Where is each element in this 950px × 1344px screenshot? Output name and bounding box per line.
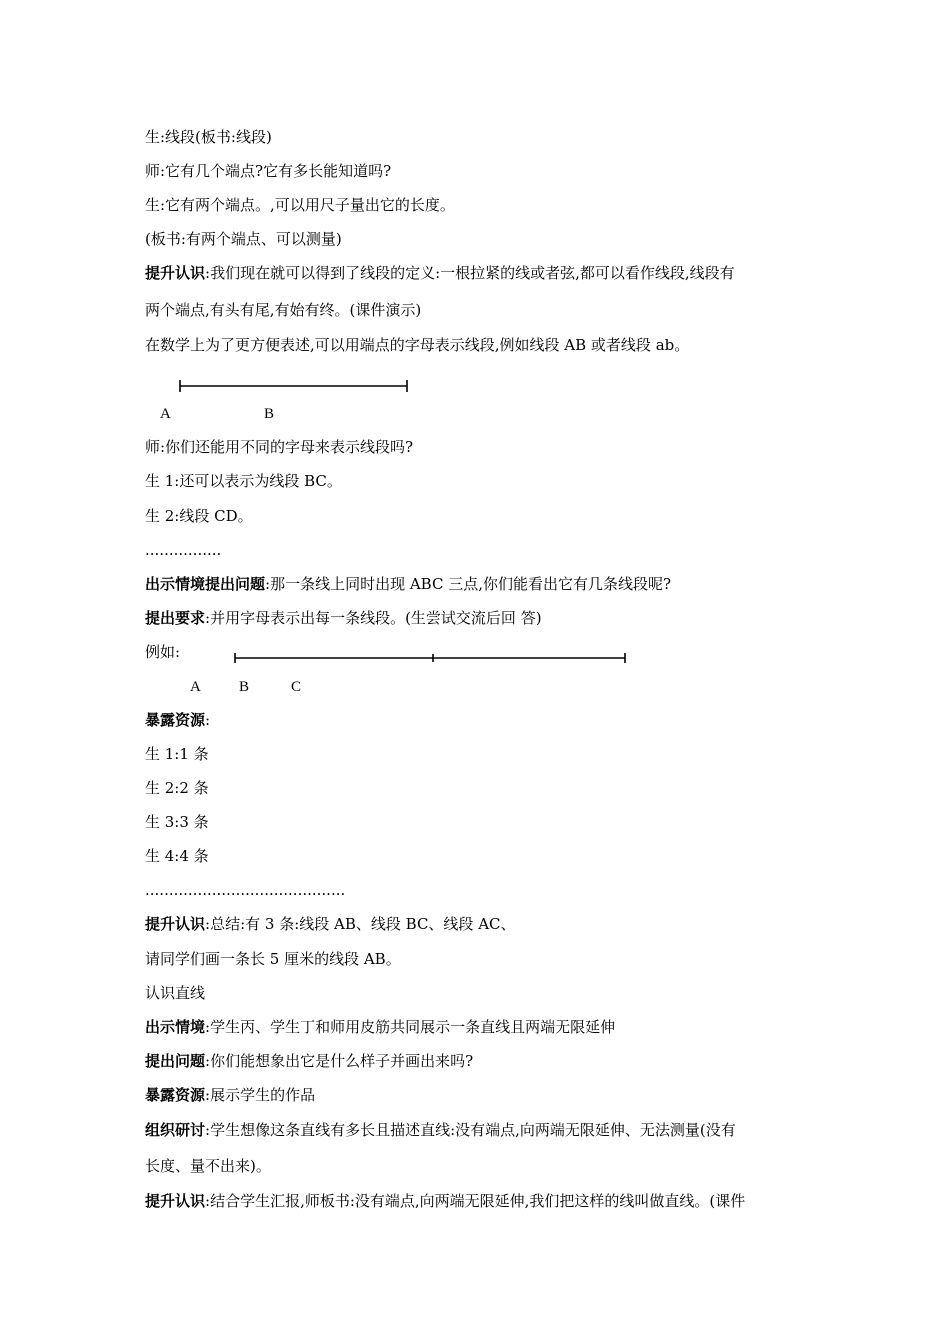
section-label: 暴露资源 [145, 1086, 206, 1104]
text-line: 生 4:4 条 [145, 847, 209, 865]
section-label: 出示情境 [145, 1018, 206, 1036]
point-label-b: B [264, 406, 275, 422]
section-label: 提出问题 [145, 1052, 206, 1070]
section-label: 提升认识 [145, 264, 206, 282]
section-text: :我们现在就可以得到了线段的定义:一根拉紧的线或者弦,都可以看作线段,线段有 [205, 264, 735, 282]
section-text: :学生丙、学生丁和师用皮筋共同展示一条直线且两端无限延伸 [205, 1018, 616, 1036]
section-text: :展示学生的作品 [205, 1086, 316, 1104]
text-line: 生 2:2 条 [145, 779, 209, 797]
section-label: 出示情境提出问题 [145, 575, 266, 593]
text-line: 生:它有两个端点。,可以用尺子量出它的长度。 [145, 196, 455, 214]
point-label-b: B [239, 679, 250, 695]
text-line [145, 914, 815, 934]
text-line [145, 710, 815, 730]
text-line: 认识直线 [145, 984, 206, 1002]
section-text: :你们能想象出它是什么样子并画出来吗? [205, 1052, 474, 1070]
text-line: 两个端点,有头有尾,有始有终。(课件演示) [145, 301, 422, 319]
section-label: 提出要求 [145, 609, 206, 627]
point-label-c: C [291, 679, 302, 695]
section-text: :结合学生汇报,师板书:没有端点,向两端无限延伸,我们把这样的线叫做直线。(课件 [205, 1192, 746, 1210]
text-line [145, 1120, 815, 1140]
section-text: :那一条线上同时出现 ABC 三点,你们能看出它有几条线段呢? [265, 575, 672, 593]
text-line [145, 1017, 815, 1037]
point-label-a: A [190, 679, 201, 695]
text-line: 例如: [145, 643, 181, 661]
section-text: :学生想像这条直线有多长且描述直线:没有端点,向两端无限延伸、无法测量(没有 [205, 1121, 736, 1139]
text-line: 师:你们还能用不同的字母来表示线段吗? [145, 438, 414, 456]
section-label: 提升认识 [145, 915, 206, 933]
section-text: :并用字母表示出每一条线段。(生尝试交流后回 答) [205, 609, 542, 627]
section-text: :总结:有 3 条:线段 AB、线段 BC、线段 AC、 [205, 915, 516, 933]
section-label: 暴露资源 [145, 711, 206, 729]
point-label-a: A [160, 406, 171, 422]
section-label: 组织研讨 [145, 1121, 206, 1139]
text-line: 师:它有几个端点?它有多长能知道吗? [145, 162, 392, 180]
section-text: : [205, 711, 211, 729]
text-line: 在数学上为了更方便表述,可以用端点的字母表示线段,例如线段 AB 或者线段 ab。 [145, 336, 690, 354]
text-line: 长度、量不出来)。 [145, 1157, 271, 1175]
text-line: 生 1:还可以表示为线段 BC。 [145, 472, 342, 490]
section-label: 提升认识 [145, 1192, 206, 1210]
text-line: .......................................... [145, 881, 346, 899]
text-line: 生 3:3 条 [145, 813, 209, 831]
text-line: 生 1:1 条 [145, 745, 209, 763]
text-line [145, 1191, 815, 1211]
text-line: 生 2:线段 CD。 [145, 507, 253, 525]
text-line: 请同学们画一条长 5 厘米的线段 AB。 [145, 950, 401, 968]
text-line [145, 1085, 815, 1105]
text-line: 生:线段(板书:线段) [145, 128, 272, 146]
text-line: (板书:有两个端点、可以测量) [145, 230, 342, 248]
text-line: ................ [145, 541, 222, 559]
text-line [145, 1051, 815, 1071]
